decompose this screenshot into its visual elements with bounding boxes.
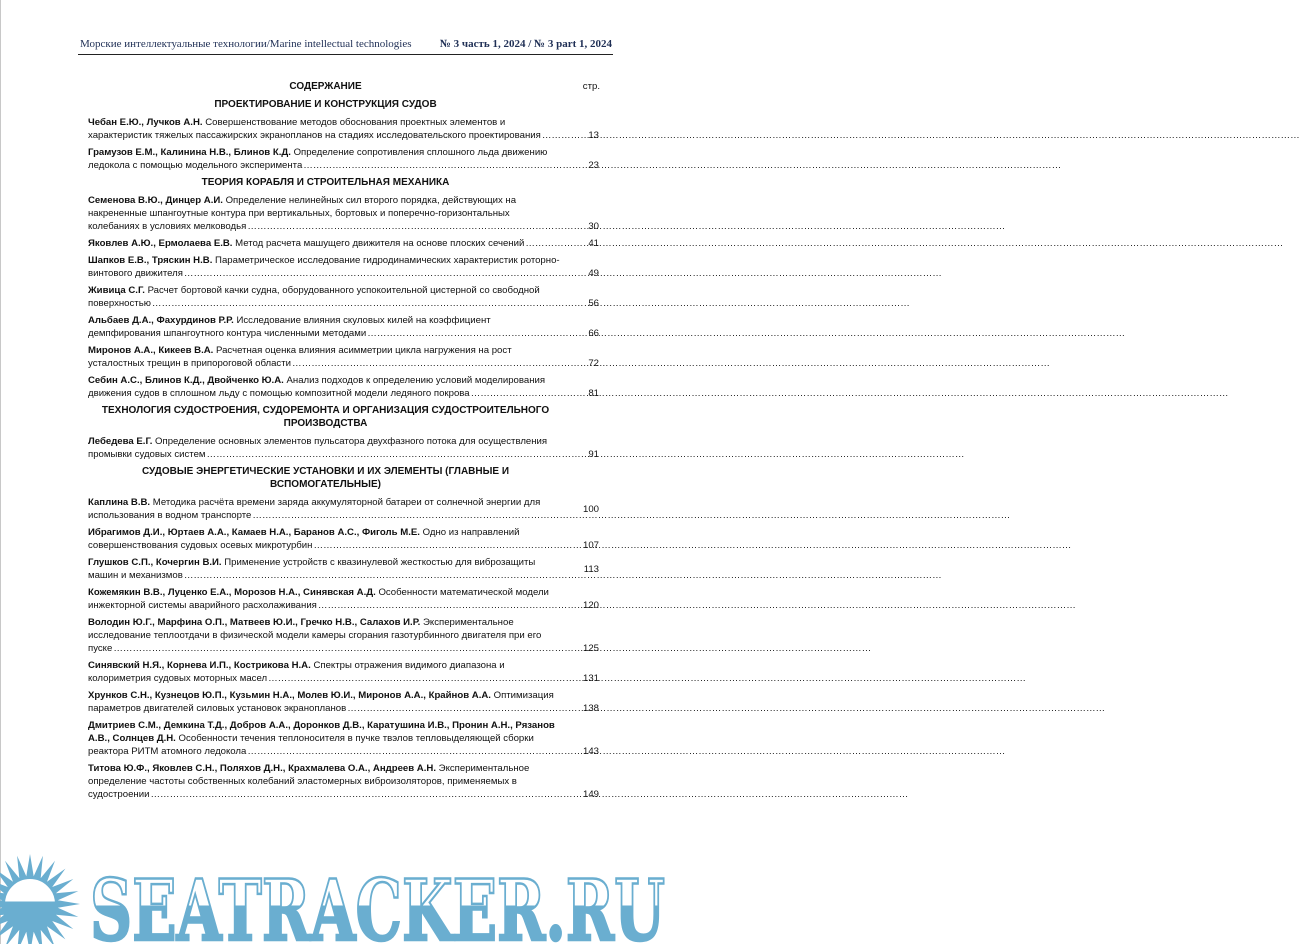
entry-text [88,284,563,310]
entry-title: Расчетная оценка влияния асимметрии цикла нагружения на рост усталостных трещин в припороговой области ………………………………………………………………………………………………………………………………………………………………………………………………………………… [88,345,512,369]
entry-text [88,659,563,685]
journal-title: Морские интеллектуальные технологии/Marine intellectual technologies [80,38,412,50]
toc-entry[interactable] [88,616,608,655]
entry-text [88,374,563,400]
section-heading: СУДОВЫЕ ЭНЕРГЕТИЧЕСКИЕ УСТАНОВКИ И ИХ ЭЛЕМЕНТЫ (ГЛАВНЫЕ И ВСПОМОГАТЕЛЬНЫЕ) [141,466,510,490]
toc-entry[interactable] [88,237,608,250]
entry-page: 125 [582,643,599,654]
entry-page: 72 [588,358,599,369]
entry-authors: Шапков Е.В., Тряскин Н.В. [88,255,213,266]
entry-text [88,526,563,552]
seatracker-watermark [0,852,671,944]
entry-title: Определение сопротивления сплошного льда движению ледокола с помощью модельного эксперимента ………………………………………………………………………………………………………………………………………………………………………………………………………………… [88,147,547,171]
section-heading: ТЕОРИЯ КОРАБЛЯ И СТРОИТЕЛЬНАЯ МЕХАНИКА [201,177,450,188]
entry-title: Применение устройств с квазинулевой жесткостью для виброзащиты машин и механизмов ………………………………………………………………………………………………………………………………………………………………………………………………………………… [88,557,535,581]
entry-text [88,762,563,801]
entry-page: 81 [588,388,599,399]
entry-authors: Синявский Н.Я., Корнева И.П., Кострикова Н.А. [88,660,311,671]
entry-authors: Миронов А.А., Кикеев В.А. [88,345,214,356]
entry-authors: Себин А.С., Блинов К.Д., Двойченко Ю.А. [88,375,284,386]
entry-authors: Яковлев А.Ю., Ермолаева Е.В. [88,238,233,249]
entry-authors: Глушков С.П., Кочергин В.И. [88,557,222,568]
entry-authors: Чебан Е.Ю., Лучков А.Н. [88,117,203,128]
entry-page: 56 [588,298,599,309]
entry-page: 107 [582,540,599,551]
toc-entry[interactable] [88,586,608,612]
table-of-contents [88,80,608,805]
toc-entry[interactable] [88,526,608,552]
watermark-text: SEATRACKER.RU [90,861,665,944]
entry-title: Исследование влияния скуловых килей на коэффициент демпфирования шпангоутного контура численными методами ………………………………………………………………………………………………………………………………………………………………………………………………………………… [88,315,491,339]
entry-authors: Альбаев Д.А., Фахурдинов Р.Р. [88,315,234,326]
entry-page: 91 [588,449,599,460]
entry-page: 100 [582,503,599,515]
toc-entry[interactable] [88,254,608,280]
entry-authors: Лебедева Е.Г. [88,436,153,447]
entry-page: 23 [588,160,599,171]
entry-text [88,496,563,522]
entry-page: 149 [582,789,599,800]
entry-text [88,237,563,250]
sun-icon [0,854,80,944]
entry-page: 30 [588,221,599,232]
entry-title: Методика расчёта времени заряда аккумуляторной батареи от солнечной энергии для использования в водном транспорте ………………………………………………………………………………………………………………………………………………………………………………………………………………… [88,497,540,521]
toc-entry[interactable] [88,762,608,801]
entry-page: 41 [588,238,599,249]
entry-authors: Грамузов Е.М., Калинина Н.В., Блинов К.Д. [88,147,291,158]
entry-page: 138 [582,703,599,714]
entry-text [88,556,563,582]
section-heading: ПРОЕКТИРОВАНИЕ И КОНСТРУКЦИЯ СУДОВ [214,99,437,110]
toc-entry[interactable] [88,556,608,582]
page-column-label: стр. [582,81,600,92]
entry-page: 66 [588,328,599,339]
entry-page: 113 [583,563,599,575]
toc-entry[interactable] [88,689,608,715]
header-rule [78,54,613,55]
entry-authors: Кожемякин В.В., Луценко Е.А., Морозов Н.А., Синявская А.Д. [88,587,376,598]
toc-entry[interactable] [88,435,608,461]
entry-title: Расчет бортовой качки судна, оборудованного успокоительной цистерной со свободной поверхностью ………………………………………………………………………………………………………………………………………………………………………………………………………………… [88,285,540,309]
entry-title: Анализ подходов к определению условий моделирования движения судов в сплошном льду с помощью композитной модели ледяного покрова ………………………………………………………………………………………………………………………………………………………………………………………………………………… [88,375,545,399]
toc-entry[interactable] [88,314,608,340]
entry-authors: Живица С.Г. [88,285,145,296]
toc-entry[interactable] [88,374,608,400]
section-heading: ТЕХНОЛОГИЯ СУДОСТРОЕНИЯ, СУДОРЕМОНТА И ОРГАНИЗАЦИЯ СУДОСТРОИТЕЛЬНОГО ПРОИЗВОДСТВА [101,405,550,429]
entry-text [88,435,563,461]
entry-authors: Володин Ю.Г., Марфина О.П., Матвеев Ю.И., Гречко Н.В., Салахов И.Р. [88,617,421,628]
entry-page: 120 [582,600,599,611]
toc-entry[interactable] [88,116,608,142]
entry-authors: Дмитриев С.М., Демкина Т.Д., Добров А.А., Доронков Д.В., Каратушина И.В., Пронин А.Н., Рязанов А.В., Солнцев Д.Н. [88,720,555,744]
entry-text [88,586,563,612]
entry-title: Определение основных элементов пульсатора двухфазного потока для осуществления промывки судовых систем ………………………………………………………………………………………………………………………………………………………………………………………………………………… [88,436,547,460]
page-border [0,0,1,944]
entry-page: 13 [588,130,599,141]
entry-text [88,314,563,340]
running-header [80,38,612,50]
entry-title: Параметрическое исследование гидродинамических характеристик роторно-винтового движителя ………………………………………………………………………………………………………………………………………………………………………………………………………………… [88,255,560,279]
toc-entry[interactable] [88,194,608,233]
entry-page: 49 [588,268,599,279]
entry-authors: Титова Ю.Ф., Яковлев С.Н., Поляхов Д.Н., Крахмалева О.А., Андреев А.Н. [88,763,436,774]
entry-title: Экспериментальное определение частоты собственных колебаний эластомерных виброизоляторов, применяемых в судостроении ………………………………………………………………………………………………………………………………………………………………………………………………………………… [88,763,529,800]
entry-authors: Каплина В.В. [88,497,151,508]
entry-page: 131 [582,673,599,684]
entry-text [88,719,563,758]
toc-entry[interactable] [88,284,608,310]
entry-text [88,194,563,233]
entry-title: Совершенствование методов обоснования проектных элементов и характеристик тяжелых пассажирских экранопланов на стадиях исследовательского проектирования ………………………………………………………………………………………………………………………………………………………………………………………………………………… [88,117,541,141]
entry-text [88,146,563,172]
entry-title: Экспериментальное исследование теплоотдачи в физической модели камеры сгорания газотурбинного двигателя при его пуске ………………………………………………………………………………………………………………………………………………………………………………………………………………… [88,617,541,654]
entry-text [88,689,563,715]
entry-title: Оптимизация параметров двигателей силовых установок экранопланов ………………………………………………………………………………………………………………………………………………………………………………………………………………… [88,690,554,714]
toc-entry[interactable] [88,344,608,370]
entry-text [88,254,563,280]
issue-number: № 3 часть 1, 2024 / № 3 part 1, 2024 [439,38,612,50]
toc-entry[interactable] [88,719,608,758]
entry-authors: Хрунков С.Н., Кузнецов Ю.П., Кузьмин Н.А., Молев Ю.И., Миронов А.А., Крайнов А.А. [88,690,491,701]
entry-title: Особенности течения теплоносителя в пучке твэлов тепловыделяющей сборки реактора РИТМ атомного ледокола ………………………………………………………………………………………………………………………………………………………………………………………………………………… [88,733,534,757]
entry-title: Метод расчета машущего движителя на основе плоских сечений ………………………………………………………………………………………………………………………………………………………………………………………………………………… [235,238,524,249]
toc-entry[interactable] [88,659,608,685]
entry-text [88,344,563,370]
entry-text [88,116,563,142]
entry-title: Одно из направлений совершенствования судовых осевых микротурбин ………………………………………………………………………………………………………………………………………………………………………………………………………………… [88,527,520,551]
entry-text [88,616,563,655]
toc-title: СОДЕРЖАНИЕ [289,81,362,92]
entry-title: Особенности математической модели инжекторной системы аварийного расхолаживания ………………………………………………………………………………………………………………………………………………………………………………………………………………… [88,587,549,611]
entry-title: Спектры отражения видимого диапазона и колориметрия судовых моторных масел ………………………………………………………………………………………………………………………………………………………………………………………………………………… [88,660,505,684]
entry-authors: Семенова В.Ю., Динцер А.И. [88,195,223,206]
entry-page: 143 [582,746,599,757]
toc-entry[interactable] [88,496,608,522]
toc-entry[interactable] [88,146,608,172]
entry-title: Определение нелинейных сил второго порядка, действующих на накрененные шпангоутные контура при вертикальных, бортовых и поперечно-горизонтальных колебаниях в условиях мелководья ………………………………………………………………………………………………………………………………………………………………………………………………………………… [88,195,516,232]
entry-authors: Ибрагимов Д.И., Юртаев А.А., Камаев Н.А., Баранов А.С., Фиголь М.Е. [88,527,420,538]
